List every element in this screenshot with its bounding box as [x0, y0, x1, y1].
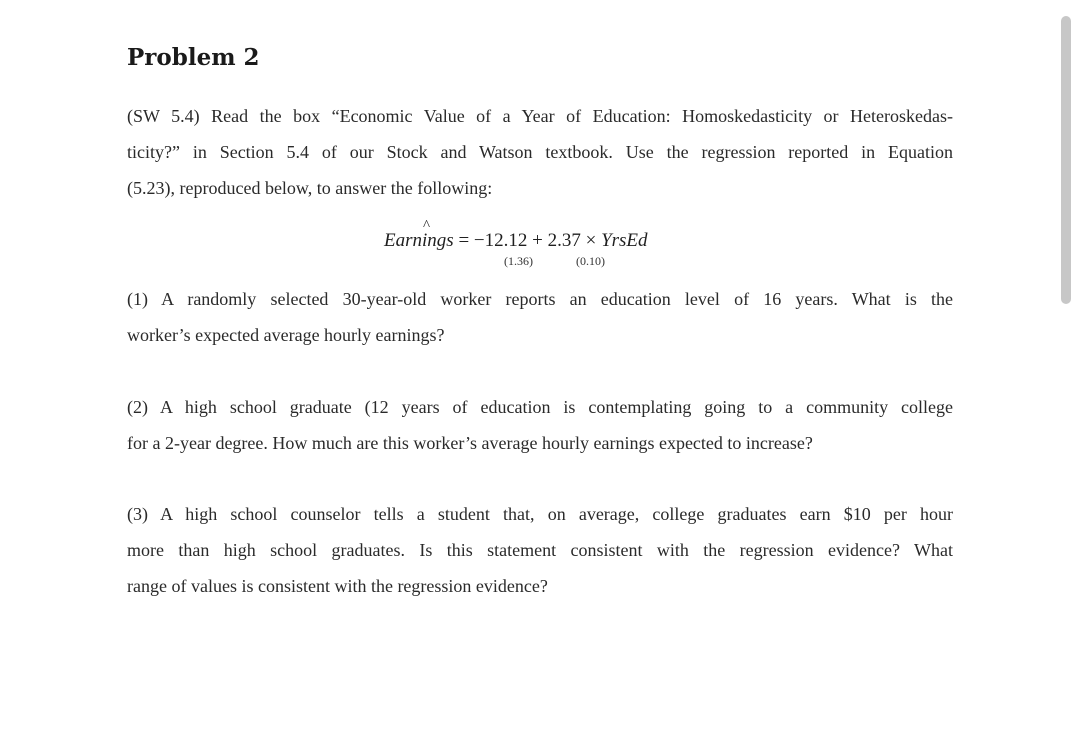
question-line: for a 2-year degree. How much are this worker’s average hourly earnings expected to increase?: [127, 433, 813, 453]
question-3: [127, 496, 953, 604]
intro-line: (5.23), reproduced below, to answer the following:: [127, 178, 493, 198]
equation-variable: YrsEd: [601, 230, 648, 251]
question-line: worker’s expected average hourly earnings?: [127, 325, 445, 345]
question-1: [127, 281, 953, 353]
question-2: [127, 389, 953, 461]
question-line: range of values is consistent with the regression evidence?: [127, 576, 548, 596]
standard-error-intercept: (1.36): [504, 254, 533, 268]
question-line: more than high school graduates. Is this statement consistent with the regression evidence? What: [127, 540, 953, 560]
question-line: (3) A high school counselor tells a student that, on average, college graduates earn $10 per hour: [127, 504, 953, 524]
hat-accent: ^: [423, 218, 431, 234]
equation-rhs: = −12.12 + 2.37 ×: [453, 230, 602, 251]
question-line: (1) A randomly selected 30-year-old worker reports an education level of 16 years. What is the: [127, 289, 953, 309]
vertical-scrollbar[interactable]: [1061, 16, 1071, 304]
question-line: (2) A high school graduate (12 years of education is contemplating going to a community college: [127, 397, 953, 417]
standard-error-slope: (0.10): [576, 254, 605, 268]
problem-heading: Problem 2: [127, 44, 260, 71]
intro-paragraph: [127, 98, 953, 206]
equation-lhs: [384, 218, 454, 251]
intro-line: ticity?” in Section 5.4 of our Stock and Watson textbook. Use the regression reported in Equation: [127, 142, 953, 162]
scrollbar-thumb[interactable]: [1061, 16, 1071, 304]
intro-line: (SW 5.4) Read the box “Economic Value of a Year of Education: Homoskedasticity or Heteroskedas-: [127, 106, 953, 126]
equation-lhs-text: Earnings: [384, 230, 454, 251]
regression-equation: [384, 218, 648, 252]
